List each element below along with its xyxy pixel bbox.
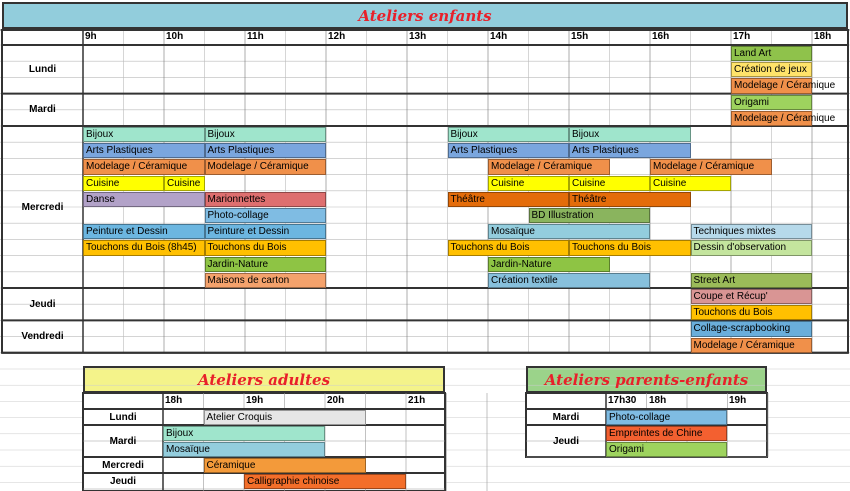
activity-bar: Cuisine <box>164 176 205 191</box>
adult-activity-bar: Céramique <box>204 458 366 473</box>
activity-bar: Bijoux <box>569 127 691 142</box>
activity-bar: Bijoux <box>205 127 327 142</box>
activity-bar: Bijoux <box>448 127 570 142</box>
activity-bar: Création de jeux <box>731 62 812 77</box>
activity-bar: Touchons du Bois <box>448 240 570 255</box>
parent-activity-bar: Origami <box>606 442 727 457</box>
activity-bar: Origami <box>731 95 812 110</box>
activity-bar: Street Art <box>691 273 813 288</box>
activity-bar: Peinture et Dessin <box>205 224 327 239</box>
activity-bar: Modelage / Céramique <box>731 111 812 126</box>
activity-bar: Modelage / Céramique <box>691 338 813 353</box>
hour-label-18h: 18h <box>814 31 832 42</box>
enfants-title: Ateliers enfants <box>2 2 848 29</box>
activity-bar: Dessin d'observation <box>691 240 813 255</box>
activity-bar: Bijoux <box>83 127 205 142</box>
activity-bar: Land Art <box>731 46 812 61</box>
activity-bar: Arts Plastiques <box>83 143 205 158</box>
day-label-mercredi: Mercredi <box>21 201 64 213</box>
activity-bar: Maisons de carton <box>205 273 327 288</box>
activity-bar: Danse <box>83 192 205 207</box>
activity-bar: BD Illustration <box>529 208 651 223</box>
adult-activity-bar: Calligraphie chinoise <box>244 474 406 489</box>
activity-bar: Cuisine <box>488 176 569 191</box>
hour-label-12h: 12h <box>328 31 346 42</box>
adult-activity-bar: Mosaïque <box>163 442 325 457</box>
activity-bar: Cuisine <box>83 176 164 191</box>
adultes-title: Ateliers adultes <box>83 366 445 393</box>
activity-bar: Techniques mixtes <box>691 224 813 239</box>
adult-day-jeudi: Jeudi <box>109 475 137 487</box>
parent-day-jeudi: Jeudi <box>552 435 580 447</box>
hour-label-17h: 17h <box>733 31 751 42</box>
hour-label-15h: 15h <box>571 31 589 42</box>
adult-hour-18h: 18h <box>165 395 183 406</box>
day-label-jeudi: Jeudi <box>29 298 56 310</box>
adult-activity-bar: Bijoux <box>163 426 325 441</box>
activity-bar: Marionnettes <box>205 192 327 207</box>
adult-activity-bar: Atelier Croquis <box>204 410 366 425</box>
adult-day-mardi: Mardi <box>109 435 137 447</box>
adult-hour-21h: 21h <box>408 395 426 406</box>
parent-day-mardi: Mardi <box>552 411 580 423</box>
parent-hour-18h: 18h <box>649 395 667 406</box>
activity-bar: Collage-scrapbooking <box>691 321 813 336</box>
activity-bar: Modelage / Céramique <box>83 159 205 174</box>
activity-bar: Jardin-Nature <box>205 257 327 272</box>
activity-bar: Modelage / Céramique <box>731 78 812 93</box>
hour-label-14h: 14h <box>490 31 508 42</box>
activity-bar: Jardin-Nature <box>488 257 610 272</box>
parent-activity-bar: Empreintes de Chine <box>606 426 727 441</box>
parent-hour-17h30: 17h30 <box>608 395 637 406</box>
hour-label-10h: 10h <box>166 31 184 42</box>
activity-bar: Modelage / Céramique <box>205 159 327 174</box>
hour-label-16h: 16h <box>652 31 670 42</box>
activity-bar: Création textile <box>488 273 650 288</box>
activity-bar: Touchons du Bois (8h45) <box>83 240 205 255</box>
activity-bar: Théâtre <box>448 192 570 207</box>
activity-bar: Modelage / Céramique <box>650 159 772 174</box>
parent-activity-bar: Photo-collage <box>606 410 727 425</box>
adult-day-mercredi: Mercredi <box>102 459 144 471</box>
parents-title: Ateliers parents-enfants <box>526 366 767 393</box>
activity-bar: Peinture et Dessin <box>83 224 205 239</box>
activity-bar: Mosaïque <box>488 224 650 239</box>
hour-label-13h: 13h <box>409 31 427 42</box>
activity-bar: Arts Plastiques <box>205 143 327 158</box>
activity-bar: Touchons du Bois <box>205 240 327 255</box>
activity-bar: Coupe et Récup' <box>691 289 813 304</box>
adult-day-lundi: Lundi <box>109 411 137 423</box>
activity-bar: Photo-collage <box>205 208 327 223</box>
hour-label-11h: 11h <box>247 31 264 42</box>
activity-bar: Cuisine <box>569 176 650 191</box>
activity-bar: Arts Plastiques <box>448 143 570 158</box>
adult-hour-19h: 19h <box>246 395 264 406</box>
activity-bar: Touchons du Bois <box>569 240 691 255</box>
parent-hour-19h: 19h <box>729 395 747 406</box>
day-label-lundi: Lundi <box>28 63 57 75</box>
activity-bar: Arts Plastiques <box>569 143 691 158</box>
activity-bar: Cuisine <box>650 176 731 191</box>
hour-label-9h: 9h <box>85 31 97 42</box>
activity-bar: Modelage / Céramique <box>488 159 610 174</box>
adult-hour-20h: 20h <box>327 395 345 406</box>
activity-bar: Touchons du Bois <box>691 305 813 320</box>
day-label-vendredi: Vendredi <box>21 331 64 343</box>
day-label-mardi: Mardi <box>29 104 56 116</box>
activity-bar: Théâtre <box>569 192 691 207</box>
